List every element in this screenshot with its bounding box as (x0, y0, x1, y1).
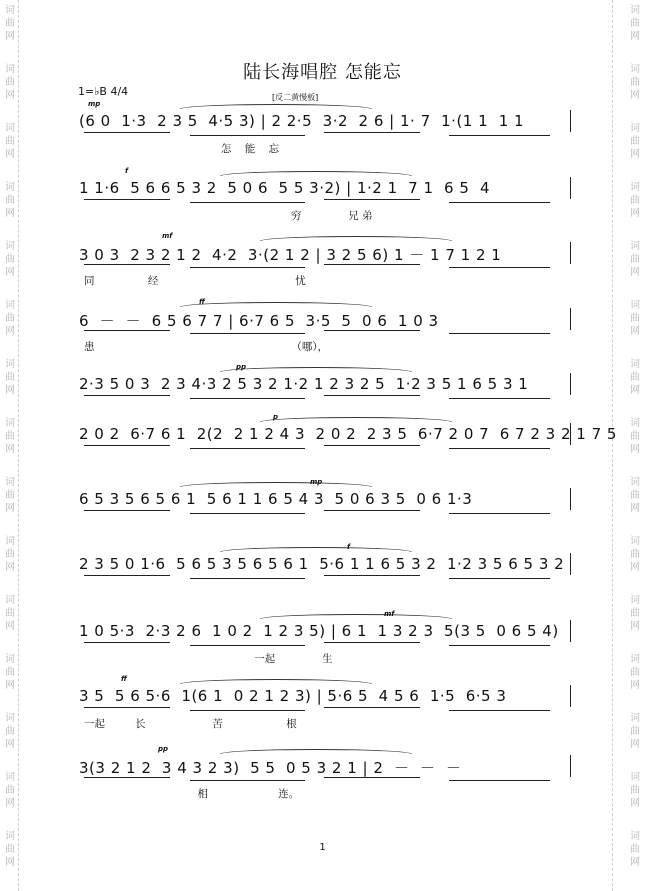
rhythm-beam (190, 398, 305, 399)
watermark-group (0, 181, 20, 220)
watermark-group (0, 771, 20, 810)
slur-mark (260, 614, 452, 619)
watermark-char: 曲 (5, 844, 15, 855)
rhythm-beam (190, 267, 305, 268)
watermark-group (625, 122, 645, 161)
page-title: 陆长海唱腔 怎能忘 (243, 62, 402, 83)
watermark-char: 网 (630, 208, 640, 219)
slur-mark (180, 482, 372, 487)
watermark-char: 曲 (5, 667, 15, 678)
rhythm-beam (449, 202, 550, 203)
watermark-char: 词 (5, 64, 15, 75)
rhythm-beam (84, 445, 170, 446)
slur-mark (180, 679, 372, 684)
dynamic-mark: f (125, 167, 129, 175)
slur-mark (260, 417, 452, 422)
watermark-char: 曲 (630, 195, 640, 206)
bar-line (570, 553, 571, 575)
watermark-char: 网 (630, 680, 640, 691)
rhythm-beam (84, 707, 170, 708)
rhythm-beam (84, 575, 170, 576)
watermark-char: 词 (5, 595, 15, 606)
watermark-char: 网 (630, 31, 640, 42)
watermark-char: 曲 (5, 726, 15, 737)
watermark-char: 网 (5, 149, 15, 160)
rhythm-beam (190, 645, 305, 646)
rhythm-beam (190, 578, 305, 579)
watermark-char: 词 (5, 359, 15, 370)
watermark-char: 曲 (630, 372, 640, 383)
rhythm-beam (449, 448, 550, 449)
slur-mark (180, 104, 372, 109)
watermark-char: 词 (5, 5, 15, 16)
watermark-char: 网 (5, 739, 15, 750)
watermark-group (625, 771, 645, 810)
notation-line: 1 0 5·3 2·3 2 6 1 0 2 1 2 3 5) | 6 1 1 3 2 3 5(3 5 0 6 5 4) (79, 622, 559, 640)
watermark-group (0, 358, 20, 397)
rhythm-beam (324, 264, 420, 265)
watermark-char: 词 (5, 123, 15, 134)
watermark-group (0, 535, 20, 574)
watermark-char: 曲 (5, 785, 15, 796)
rhythm-beam (449, 780, 550, 781)
watermark-group (625, 712, 645, 751)
watermark-char: 词 (630, 831, 640, 842)
watermark-char: 网 (630, 444, 640, 455)
bar-line (570, 308, 571, 330)
bar-line (570, 488, 571, 510)
watermark-char: 词 (5, 831, 15, 842)
watermark-char: 网 (5, 326, 15, 337)
slur-mark (180, 302, 372, 307)
watermark-char: 词 (630, 418, 640, 429)
rhythm-beam (449, 135, 550, 136)
watermark-char: 词 (5, 536, 15, 547)
watermark-char: 词 (630, 595, 640, 606)
watermark-char: 词 (5, 772, 15, 783)
dynamic-mark: p (273, 413, 279, 421)
watermark-char: 网 (5, 503, 15, 514)
watermark-char: 网 (630, 385, 640, 396)
rhythm-beam (449, 578, 550, 579)
watermark-group (0, 240, 20, 279)
rhythm-beam (190, 333, 305, 334)
watermark-char: 曲 (630, 549, 640, 560)
watermark-group (625, 653, 645, 692)
watermark-char: 词 (630, 300, 640, 311)
rhythm-beam (324, 132, 420, 133)
watermark-char: 曲 (5, 136, 15, 147)
rhythm-beam (190, 448, 305, 449)
watermark-char: 曲 (5, 431, 15, 442)
watermark-char: 词 (5, 300, 15, 311)
rhythm-beam (84, 199, 170, 200)
watermark-char: 网 (5, 385, 15, 396)
watermark-char: 曲 (630, 490, 640, 501)
lyric-line: 患 （哪）， (84, 341, 329, 353)
watermark-char: 曲 (630, 18, 640, 29)
watermark-group (625, 417, 645, 456)
rhythm-beam (324, 642, 420, 643)
watermark-group (0, 476, 20, 515)
rhythm-beam (324, 330, 420, 331)
watermark-char: 网 (630, 503, 640, 514)
bar-line (570, 110, 571, 132)
rhythm-beam (190, 780, 305, 781)
rhythm-beam (449, 398, 550, 399)
lyric-line: 相 连。 (84, 788, 300, 800)
bar-line (570, 373, 571, 395)
rhythm-beam (324, 199, 420, 200)
watermark-group (0, 4, 20, 43)
watermark-group (0, 653, 20, 692)
watermark-char: 词 (5, 182, 15, 193)
watermark-char: 曲 (5, 608, 15, 619)
rhythm-beam (324, 575, 420, 576)
watermark-char: 词 (5, 418, 15, 429)
lyric-line: 同 经 忧 (84, 275, 306, 287)
watermark-group (625, 594, 645, 633)
watermark-char: 词 (630, 536, 640, 547)
watermark-char: 曲 (5, 372, 15, 383)
watermark-char: 网 (5, 31, 15, 42)
bar-line (570, 755, 571, 777)
watermark-group (625, 4, 645, 43)
watermark-char: 曲 (630, 844, 640, 855)
bar-line (570, 620, 571, 642)
watermark-char: 曲 (5, 18, 15, 29)
watermark-char: 词 (630, 713, 640, 724)
watermark-char: 曲 (5, 77, 15, 88)
bar-line (570, 423, 571, 445)
bar-line (570, 242, 571, 264)
bar-line (570, 685, 571, 707)
watermark-char: 曲 (630, 254, 640, 265)
watermark-group (625, 358, 645, 397)
dynamic-mark: f (347, 543, 351, 551)
key-signature: 1=♭B 4/4 (78, 85, 129, 98)
watermark-char: 网 (5, 267, 15, 278)
watermark-char: 曲 (5, 490, 15, 501)
notation-line: 2 0 2 6·7 6 1 2(2 2 1 2 4 3 2 0 2 2 3 5 6·7 2 0 7 6 7 2 3 2 1 7 5 (79, 425, 617, 443)
watermark-char: 网 (630, 267, 640, 278)
watermark-char: 曲 (630, 77, 640, 88)
slur-mark (220, 749, 412, 754)
watermark-char: 网 (630, 798, 640, 809)
watermark-char: 词 (630, 64, 640, 75)
dynamic-mark: ff (199, 298, 205, 306)
notation-line: (6 0 1·3 2 3 5 4·5 3) | 2 2·5 3·2 2 6 | 1· 7 1·(1 1 1 1 (79, 112, 525, 130)
watermark-char: 网 (630, 739, 640, 750)
lyric-line: 穷 兄 弟 (84, 210, 373, 222)
watermark-group (625, 299, 645, 338)
watermark-char: 网 (5, 444, 15, 455)
watermark-char: 网 (5, 798, 15, 809)
notation-line: 1 1·6 5 6 6 5 3 2 5 0 6 5 5 3·2) | 1·2 1 7 1 6 5 4 (79, 179, 490, 197)
watermark-char: 词 (5, 477, 15, 488)
rhythm-beam (84, 330, 170, 331)
watermark-char: 曲 (630, 313, 640, 324)
rhythm-beam (190, 202, 305, 203)
notation-line: 3 5 5 6 5·6 1(6 1 0 2 1 2 3) | 5·6 5 4 5 6 1·5 6·5 3 (79, 687, 507, 705)
watermark-group (0, 594, 20, 633)
watermark-char: 曲 (5, 313, 15, 324)
watermark-char: 曲 (5, 195, 15, 206)
watermark-char: 词 (630, 182, 640, 193)
watermark-char: 网 (5, 562, 15, 573)
watermark-char: 词 (630, 359, 640, 370)
watermark-char: 曲 (630, 785, 640, 796)
watermark-char: 词 (5, 241, 15, 252)
watermark-char: 网 (630, 621, 640, 632)
watermark-char: 曲 (630, 667, 640, 678)
dynamic-mark: mf (162, 232, 173, 240)
watermark-group (0, 122, 20, 161)
banqiang-mark: [反二黄慢板] (272, 93, 319, 102)
watermark-char: 网 (630, 562, 640, 573)
watermark-group (0, 417, 20, 456)
notation-line: 2 3 5 0 1·6 5 6 5 3 5 6 5 6 1 5·6 1 1 6 5 3 2 1·2 3 5 6 5 3 2 (79, 555, 565, 573)
slur-mark (220, 367, 412, 372)
watermark-char: 曲 (630, 431, 640, 442)
notation-line: 6 － － 6 5 6 7 7 | 6·7 6 5 3·5 5 0 6 1 0 3 (79, 312, 439, 330)
watermark-group (0, 712, 20, 751)
notation-line: 6 5 3 5 6 5 6 1 5 6 1 1 6 5 4 3 5 0 6 3 5 0 6 1·3 (79, 490, 473, 508)
rhythm-beam (190, 710, 305, 711)
dynamic-mark: ff (121, 675, 127, 683)
watermark-char: 网 (5, 621, 15, 632)
lyric-line: 怎 能 忘 (84, 143, 280, 155)
rhythm-beam (449, 513, 550, 514)
watermark-char: 网 (5, 208, 15, 219)
rhythm-beam (324, 777, 420, 778)
dynamic-mark: mp (310, 478, 323, 486)
rhythm-beam (449, 645, 550, 646)
dynamic-mark: mp (88, 100, 101, 108)
watermark-char: 词 (630, 654, 640, 665)
watermark-char: 词 (630, 241, 640, 252)
watermark-char: 词 (630, 772, 640, 783)
slur-mark (220, 547, 412, 552)
slur-mark (220, 171, 412, 176)
notation-line: 2·3 5 0 3 2 3 4·3 2 5 3 2 1·2 1 2 3 2 5 1·2 3 5 1 6 5 3 1 (79, 375, 529, 393)
rhythm-beam (324, 510, 420, 511)
rhythm-beam (84, 510, 170, 511)
rhythm-beam (449, 267, 550, 268)
slur-mark (260, 236, 452, 241)
rhythm-beam (324, 445, 420, 446)
watermark-char: 曲 (630, 136, 640, 147)
rhythm-beam (324, 395, 420, 396)
watermark-group (0, 299, 20, 338)
rhythm-beam (190, 513, 305, 514)
rhythm-beam (190, 135, 305, 136)
watermark-char: 词 (630, 5, 640, 16)
watermark-group (625, 535, 645, 574)
watermark-char: 词 (5, 713, 15, 724)
notation-line: 3(3 2 1 2 3 4 3 2 3) 5 5 0 5 3 2 1 | 2 － － － (79, 759, 462, 777)
notation-line: 3 0 3 2 3 2 1 2 4·2 3·(2 1 2 | 3 2 5 6) 1 － 1 7 1 2 1 (79, 246, 502, 264)
watermark-char: 词 (5, 654, 15, 665)
watermark-char: 网 (5, 680, 15, 691)
lyric-line: 一起 长 苦 根 (84, 718, 297, 730)
rhythm-beam (84, 132, 170, 133)
watermark-char: 曲 (630, 726, 640, 737)
watermark-group (625, 240, 645, 279)
rhythm-beam (449, 710, 550, 711)
rhythm-beam (84, 642, 170, 643)
rhythm-beam (84, 395, 170, 396)
dynamic-mark: pp (158, 745, 169, 753)
rhythm-beam (84, 777, 170, 778)
watermark-group (625, 181, 645, 220)
watermark-char: 曲 (5, 549, 15, 560)
rhythm-beam (324, 707, 420, 708)
dynamic-mark: pp (236, 363, 247, 371)
watermark-group (625, 476, 645, 515)
watermark-char: 曲 (630, 608, 640, 619)
bar-line (570, 177, 571, 199)
watermark-char: 网 (5, 90, 15, 101)
watermark-char: 网 (5, 857, 15, 868)
rhythm-beam (449, 333, 550, 334)
watermark-char: 词 (630, 123, 640, 134)
watermark-char: 网 (630, 149, 640, 160)
watermark-char: 词 (630, 477, 640, 488)
lyric-line: 一起 生 (84, 653, 333, 665)
page-number: 1 (319, 842, 326, 853)
watermark-char: 网 (630, 857, 640, 868)
watermark-char: 曲 (5, 254, 15, 265)
watermark-char: 网 (630, 90, 640, 101)
rhythm-beam (84, 264, 170, 265)
watermark-char: 网 (630, 326, 640, 337)
dynamic-mark: mf (384, 610, 395, 618)
